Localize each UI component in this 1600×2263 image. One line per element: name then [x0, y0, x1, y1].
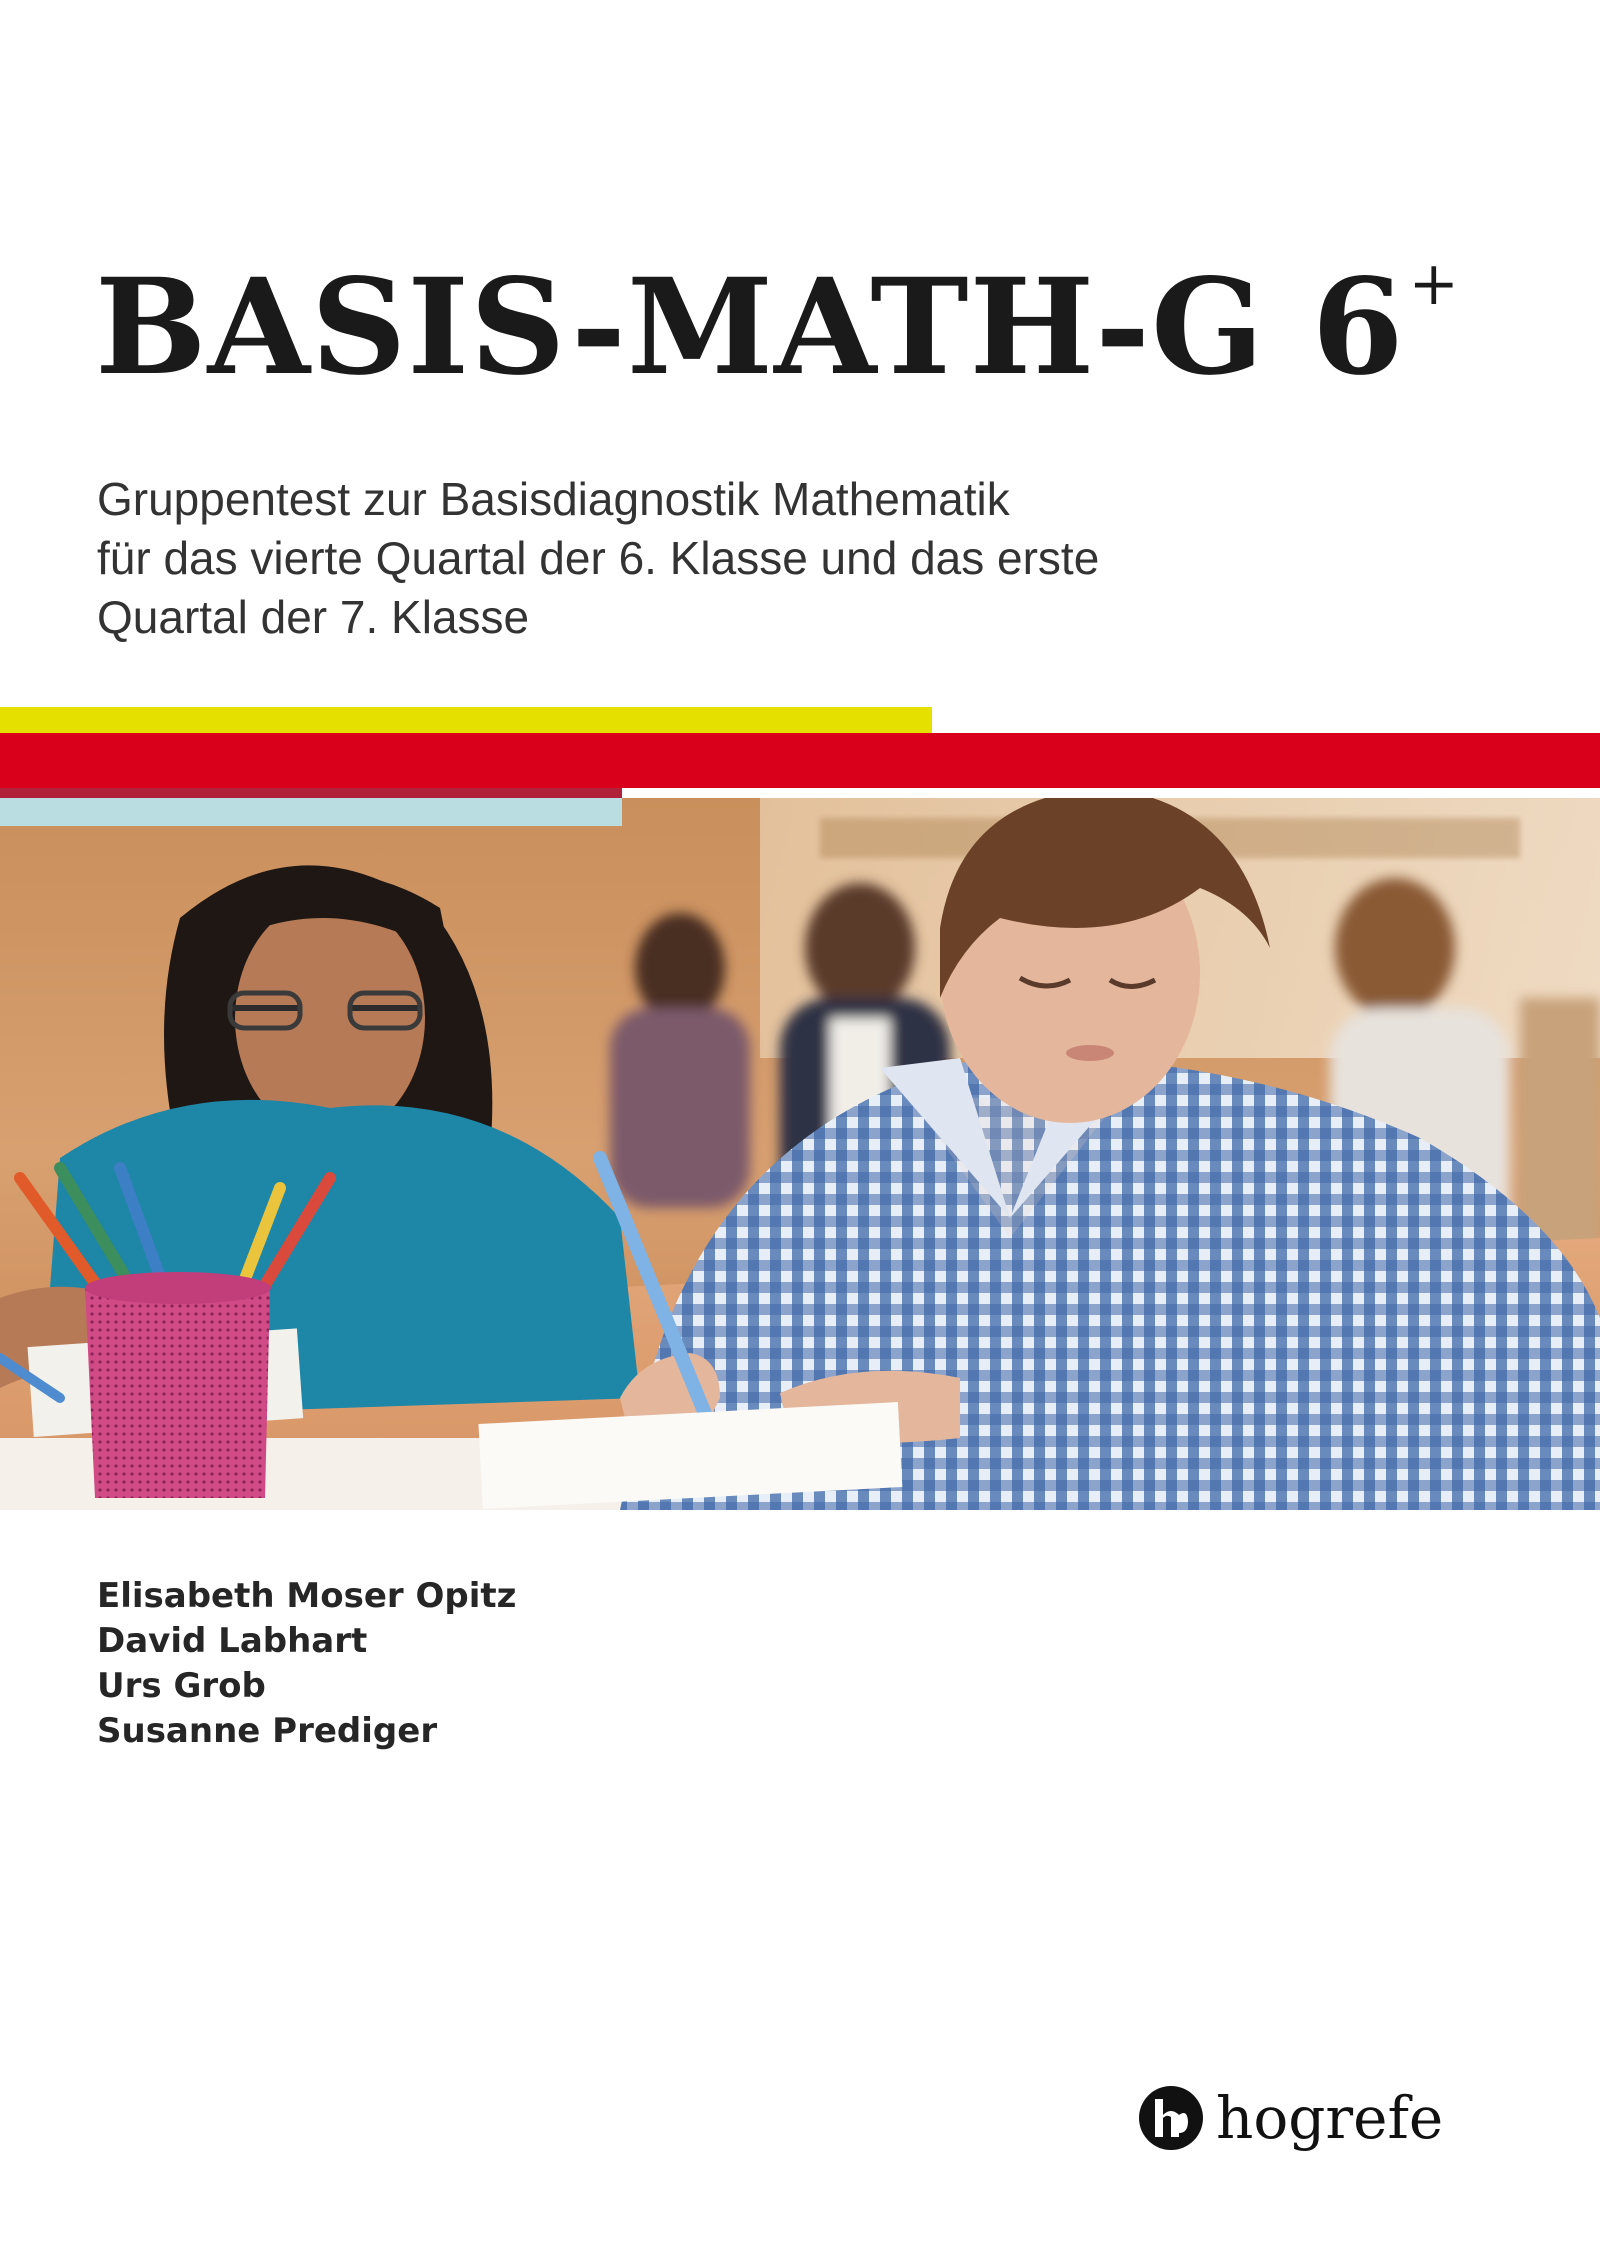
hogrefe-logo-icon [1138, 2085, 1204, 2151]
classroom-photo [0, 798, 1600, 1510]
subtitle-line: für das vierte Quartal der 6. Klasse und das erste [97, 532, 1100, 584]
subtitle-line: Gruppentest zur Basisdiagnostik Mathematik [97, 473, 1010, 525]
light-blue-stripe [0, 798, 622, 826]
author-name: David Labhart [97, 1621, 368, 1661]
author-name: Urs Grob [97, 1666, 266, 1706]
author-name: Elisabeth Moser Opitz [97, 1576, 517, 1616]
author-list [97, 1574, 516, 1754]
cover-title-text: BASIS-MATH-G 6 [95, 250, 1405, 405]
cover-title-superscript: + [1408, 249, 1460, 319]
subtitle-line: Quartal der 7. Klasse [97, 591, 530, 643]
publisher-name: hogrefe [1216, 2084, 1444, 2152]
yellow-stripe [0, 707, 932, 733]
red-stripe [0, 733, 1600, 788]
dark-red-stripe [0, 788, 622, 798]
cover-title [95, 249, 1460, 405]
publisher-logo [1138, 2082, 1443, 2154]
author-name: Susanne Prediger [97, 1711, 438, 1751]
cover-subtitle [97, 470, 1397, 647]
